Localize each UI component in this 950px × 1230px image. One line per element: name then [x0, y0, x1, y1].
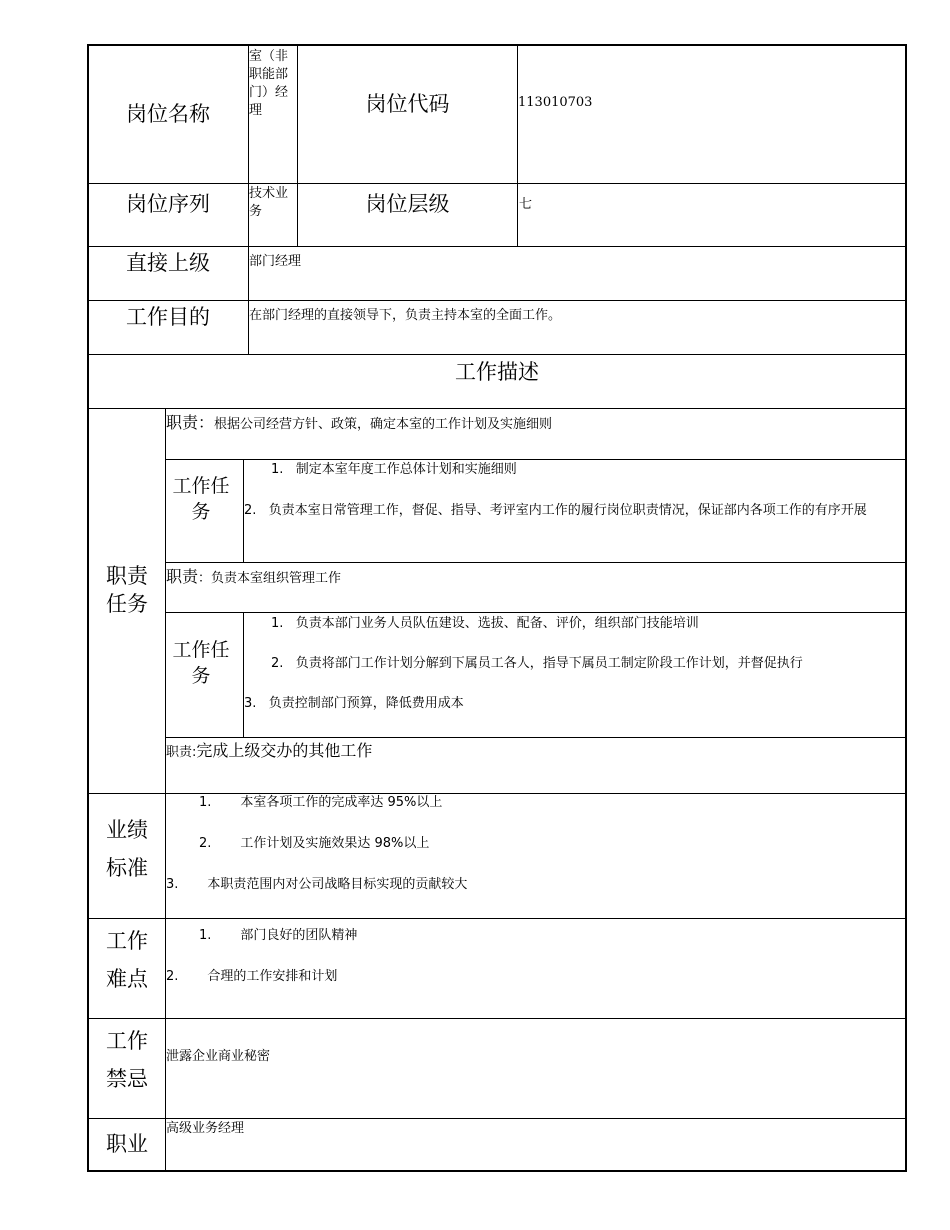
- work-taboo-value: 泄露企业商业秘密: [166, 1049, 271, 1064]
- label-position-sequence: 岗位序列: [126, 191, 210, 216]
- direct-superior-value: 部门经理: [249, 254, 302, 269]
- label-work-difficulty: 工作难点: [106, 929, 148, 991]
- duty-1-task-2: 2. 负责本室日常管理工作，督促、指导、考评室内工作的履行岗位职责情况，保证部内各项工作的有序开展: [244, 503, 867, 518]
- label-position-name: 岗位名称: [126, 101, 210, 126]
- label-work-tasks-1: 工作任务: [172, 475, 230, 523]
- label-work-purpose: 工作目的: [126, 304, 210, 329]
- duty-1-task-1: 1. 制定本室年度工作总体计划和实施细则: [271, 462, 517, 477]
- position-level-value: 七: [519, 197, 533, 212]
- label-duties-tasks: 职责任务: [106, 563, 148, 616]
- position-code-value: 113010703: [518, 95, 593, 110]
- label-work-tasks-2: 工作任务: [172, 639, 230, 687]
- performance-item-1: 1. 本室各项工作的完成率达 95%以上: [199, 795, 443, 810]
- label-work-taboo: 工作禁忌: [106, 1029, 148, 1091]
- performance-item-3: 3. 本职责范围内对公司战略目标实现的贡献较大: [166, 877, 468, 892]
- position-sequence-value: 技术业务: [249, 186, 289, 219]
- label-career: 职业: [106, 1131, 148, 1156]
- duty-2-task-2: 2. 负责将部门工作计划分解到下属员工各人，指导下属员工制定阶段工作计划，并督促执行: [271, 656, 803, 671]
- difficulty-item-2: 2. 合理的工作安排和计划: [166, 969, 338, 984]
- duty-2-task-3: 3. 负责控制部门预算，降低费用成本: [244, 696, 464, 711]
- difficulty-item-1: 1. 部门良好的团队精神: [199, 928, 358, 943]
- career-value: 高级业务经理: [166, 1121, 245, 1136]
- duty-1: 职责：根据公司经营方针、政策，确定本室的工作计划及实施细则: [166, 413, 553, 432]
- section-title-work-description: 工作描述: [455, 359, 539, 384]
- label-position-level: 岗位层级: [365, 191, 450, 216]
- label-direct-superior: 直接上级: [126, 250, 210, 275]
- label-position-code: 岗位代码: [365, 91, 450, 116]
- work-purpose-value: 在部门经理的直接领导下，负责主持本室的全面工作。: [249, 308, 562, 323]
- label-performance-standard: 业绩标准: [106, 818, 148, 880]
- duty-2-task-1: 1. 负责本部门业务人员队伍建设、选拔、配备、评价，组织部门技能培训: [271, 616, 699, 631]
- performance-item-2: 2. 工作计划及实施效果达 98%以上: [199, 836, 430, 851]
- duty-2: 职责：负责本室组织管理工作: [166, 567, 342, 586]
- position-name-value: 室（非职能部门）经理: [249, 49, 289, 118]
- duty-3: 职责:完成上级交办的其他工作: [166, 741, 373, 760]
